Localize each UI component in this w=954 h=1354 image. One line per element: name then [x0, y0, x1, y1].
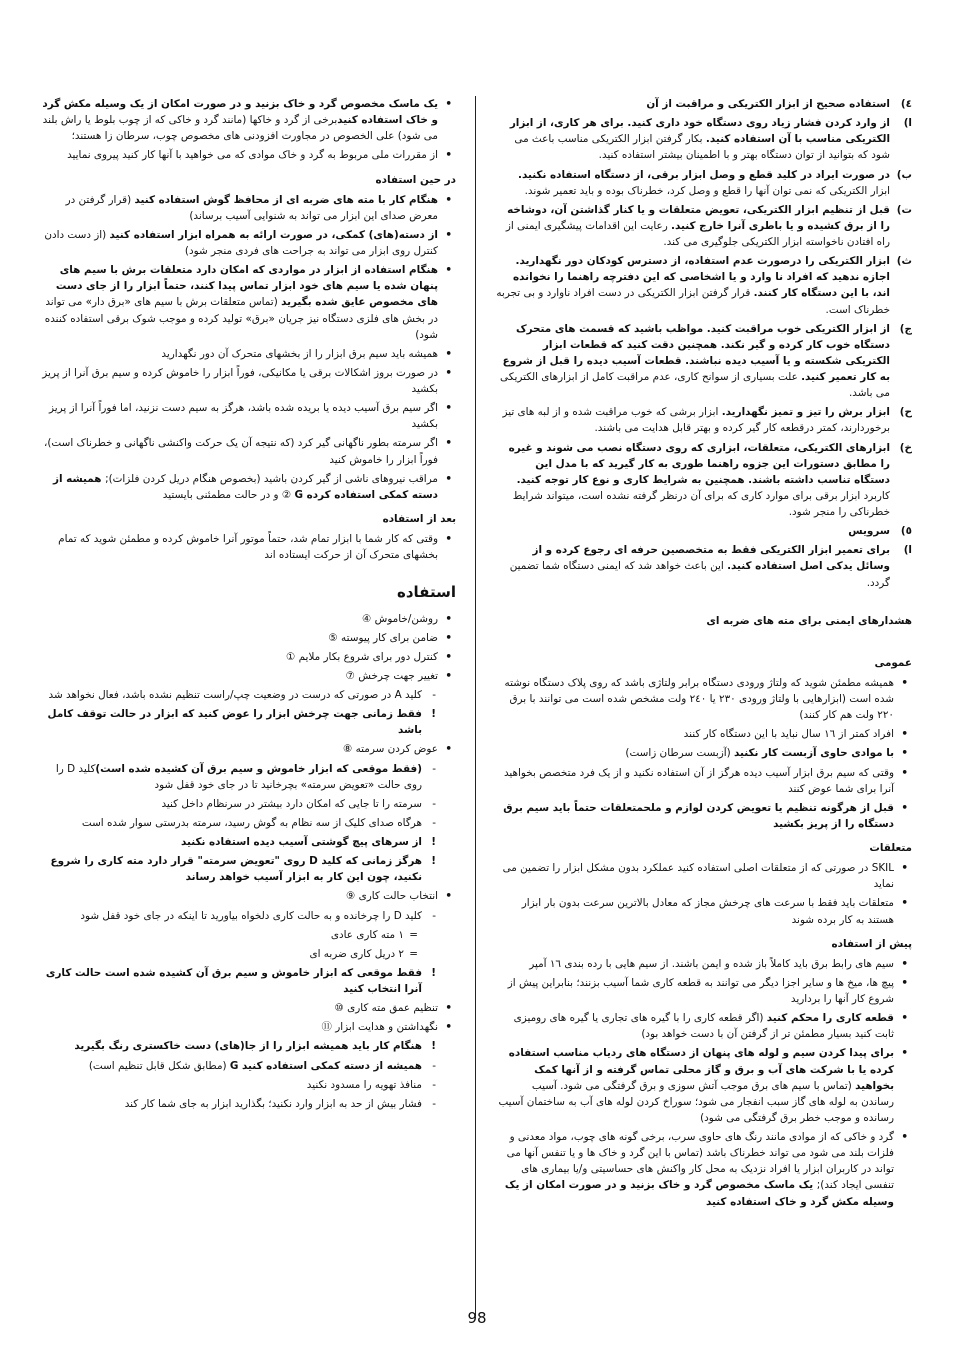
- during-use-item-text: مراقب نیروهای ناشی از گیر کردن باشید (بخصوص هنگام دریل کردن فلزات);: [105, 472, 438, 485]
- use-item: [40, 761, 456, 793]
- dust-item-text: برخی از گرد و خاکها (مانند گرد و خاکی که از چوب بلوط یا راش بلند می شود) علی الخصوص در مجاورت افزودنی های مخصوص چوب، سرطان زا هستند؛: [42, 114, 438, 143]
- use-item: [40, 630, 456, 646]
- item-text: ابزار الکتریکی که نمی توان آنها را قطع و وصل کرد، خطرناک بوده و باید تعمیر شوند.: [524, 184, 890, 197]
- use-item-text: منافذ تهویه را مسدود نکنید: [306, 1078, 422, 1091]
- numbered-item: [496, 542, 912, 590]
- use-item-text: سرمته را تا جایی که امکان دارد بیشتر در سرنظام داخل کنید: [161, 797, 422, 810]
- accessories-item-text: SKIL در صورتی که از متعلقات اصلی استفاده کنید عملکرد بدون مشکل ابزار را تضمین می نماید: [502, 862, 894, 891]
- item-text: علت بسیاری از سوانح کاری، عدم مراقبت کامل از ابزارهای الکتریکی می باشد.: [500, 371, 890, 400]
- before-use-item-text: پیچ ها، میخ ها و سایر اجزا دیگر می توانند به قطعه کاری شما آسیب بزنند؛ بنابراین پیش از شروع کار آنها را بردارید: [507, 976, 894, 1005]
- use-item: [40, 611, 456, 627]
- general-item: [496, 765, 912, 797]
- before-use-item-bold: یک ماسک مخصوص گرد و خاک بزنید و در صورت امکان از یک وسیله مکش گرد و خاک استفاده کنید: [504, 1179, 894, 1208]
- use-item-text: کلید D را چرخانده و به حالت کاری دلخواه بیاورید تا اینکه در جای خود قفل شود: [80, 909, 422, 922]
- accessories-item: [496, 895, 912, 927]
- item-body: [496, 404, 890, 436]
- before-use-item: [496, 1045, 912, 1126]
- use-item-text: عوض کردن سرمته ⑧: [342, 743, 438, 756]
- dust-item: [40, 147, 456, 163]
- use-item-text: از سرهای پیچ گوشتی آسیب دیده استفاده نکنید: [180, 836, 422, 848]
- use-item: [40, 741, 456, 757]
- during-use-item-text: در صورت بروز اشکالات برقی یا مکانیکی، فوراً ابزار را خاموش کرده و سیم برق آنرا از پریز بکشید: [42, 366, 438, 395]
- item-marker: ا): [903, 544, 912, 557]
- use-item-text: (مطابق شکل قابل تنظیم است): [88, 1059, 230, 1072]
- during-use-item: [40, 471, 456, 503]
- item-marker: ب): [896, 168, 912, 181]
- before-use-item-text: (تماس با سیم های برق موجب آتش سوزی و برق گرفتگی می شود. آسیب رساندن به لوله های گاز سبب انفجار می شود؛ سوراخ کردن لوله های آب به ساختمان آسیب رسانده و موجب خطر برق گرفتگی می شود): [498, 1079, 894, 1124]
- item-text: ابزار برشی که خوب مراقبت شده و از لبه های تیز برخوردارند، کمتر درقطعه کار گیر کرده و بهتر قابل هدایت می باشند.: [502, 406, 890, 435]
- use-item-text: فقط زمانی جهت چرخش ابزار را عوض کنید که ابزار در حالت توقف کامل باشد: [47, 708, 422, 737]
- use-item: [40, 965, 456, 997]
- use-item: [40, 834, 456, 850]
- right-column: [496, 96, 912, 1213]
- numbered-item: [496, 167, 912, 199]
- dust-item: [40, 96, 456, 144]
- use-item-bold: همیشه از دسته کمکی استفاده کنید G: [229, 1059, 422, 1072]
- item-bold: ابزار برش را تیز و تمیز نگهدارید.: [721, 406, 890, 419]
- item-marker: ج): [899, 322, 912, 335]
- use-item-text: ضامن برای کار پیوسته ⑤: [328, 631, 438, 644]
- use-item-text: روشن/خاموش ④: [362, 612, 438, 625]
- before-use-item-text: سیم های رابط برق باید کاملاً باز شده و ایمن باشند. از سیم هایی با رده بندی ۱٦ آمپر: [529, 957, 894, 970]
- general-item-bold: با موادی حاوی آزبست کار نکنید: [734, 747, 894, 760]
- after-use-title: بعد از استفاده: [382, 512, 456, 525]
- during-use-item-text: همیشه باید سیم برق ابزار را از بخشهای متحرک آن دور نگهدارید: [161, 347, 438, 360]
- dust-item-bold: یک ماسک مخصوص گرد و خاک بزنید و در صورت امکان از یک وسیله مکش گرد و خاک استفاده کنید: [42, 98, 438, 127]
- general-item: [496, 675, 912, 723]
- use-item: [40, 1077, 456, 1093]
- numbered-item: [496, 404, 912, 436]
- use-item-text: تغییر جهت چرخش ⑦: [345, 669, 438, 682]
- item-bold: در صورت ایراد در کلید قطع و وصل ابزار برقی، از دستگاه استفاده نکنید.: [518, 168, 890, 181]
- item-marker: ث): [896, 255, 912, 268]
- use-item: [40, 1096, 456, 1112]
- use-item-text: هرگاه صدای کلیک از سه نظام به گوش رسید، سرمته بدرستی سوار شده است: [81, 816, 422, 829]
- before-use-item-text: گرد و خاکی که از موادی مانند رنگ های حاوی سرب، برخی گونه های چوب، مواد معدنی و فلزات بلند می شود می تواند خطرناک باشد (تماس با این گرد و خاک ها و یا تنفس آنها می تواند در کاربران ابزار یا افراد نزدیک به محل کار واکنش های حساسیتی و/یا بیماری های تنفسی ایجاد کند);: [506, 1131, 894, 1192]
- general-item-text: همیشه مطمئن شوید که ولتاژ ورودی دستگاه برابر ولتاژی باشد که روی پلاک دستگاه نوشته شده است (ابزارهایی با ولتاژ ورودی ۲۳۰ یا ۲٤۰ ولت مشخص شده است می توانند با برق ۲۲۰ ولت هم کار کنند): [504, 676, 894, 722]
- general-item-text: وقتی که سیم برق ابزار آسیب دیده هرگز از آن استفاده نکنید و از یک فرد متخصص بخواهید آنرا برای شما عوض کنند: [503, 766, 894, 795]
- item-body: [496, 115, 890, 163]
- item-text: این باعث خواهد شد که ایمنی دستگاه شما تضمین گردد.: [509, 560, 890, 589]
- general-item-text: (آزبست سرطان زاست): [625, 747, 734, 760]
- left-column: [40, 96, 456, 1115]
- section-4-heading: [496, 96, 912, 112]
- item-text: قرار گرفتن ابزار الکتریکی در دست افراد ناوارد و بی تجربه خطرناک است.: [496, 287, 890, 316]
- before-use-item-text: (اگر قطعه کاری را با گیره های تجاری یا گیره های رومیزی ثابت کنید بسیار مطمئن تر از گرفتن آن با دست خواهد بود): [513, 1012, 894, 1041]
- numbered-item: [496, 253, 912, 318]
- item-body: [496, 253, 890, 318]
- general-item: [496, 800, 912, 832]
- item-text: بکار گرفتن ابزار الکتریکی مناسب باعث می شود که بتوانید از توان دستگاه بهتر و با اطمینان بیشتر استفاده کنید.: [514, 133, 890, 162]
- use-item-text: فقط موقعی که ابزار خاموش و سیم برق آن کشیده شده است حالت کاری آنرا انتخاب کنید: [45, 966, 422, 995]
- section-4-title: استفاده صحیح از ابزار الکتریکی و مراقبت از آن: [646, 98, 890, 110]
- use-item: [40, 1058, 456, 1074]
- before-use-item: [496, 1010, 912, 1042]
- during-use-item-bold: همیشه از دسته کمکی استفاده کرده G: [52, 472, 438, 501]
- use-item: [40, 1000, 456, 1016]
- use-item: [40, 927, 456, 943]
- item-body: [496, 440, 890, 521]
- item-bold: ابزار الکتریکی را درصورت عدم استفاده، از دسترس کودکان دور نگهدارید. اجازه ندهید که افراد نا وارد و یا اشخاصی که این دفترچه راهنما را نخوانده اند، با این دستگاه کار کنند.: [513, 255, 890, 300]
- use-item-text: نگهداشتن و هدایت ابزار ⑪: [321, 1021, 438, 1034]
- use-item: [40, 668, 456, 684]
- during-use-item-text: (تماس متعلقات برش با سیم های «برق دار» می تواند در بخش های فلزی دستگاه نیز جریان «برق» تولید کرده و موجب شوک برقی استفاده کننده شود): [44, 296, 438, 341]
- use-title: استفاده: [397, 583, 456, 602]
- use-item-text: ۲ دریل کاری ضربه ای: [309, 947, 404, 960]
- during-use-item: [40, 365, 456, 397]
- item-bold: ابزارهای الکتریکی، متعلقات، ابزاری که روی دستگاه نصب می شوند و غیره را مطابق دستورات این جزوه راهنما طوری به کار گیرید که با مدل این دستگاه تناسب داشته باشند. همچنین به شرایط کاری و نوع کار توجه کنید.: [508, 441, 890, 486]
- during-use-item-text: (از دست دادن کنترل روی ابزار می تواند به جراحت های فردی منجر شود): [44, 228, 438, 257]
- use-item-text: کلید A در صورتی که درست در وضعیت چپ/راست تنظیم نشده باشد، فعال نخواهد شد: [48, 689, 422, 701]
- use-item-text: فشار بیش از حد به ابزار وارد نکنید؛ بگذارید ابزار به جای شما کار کند: [124, 1097, 422, 1110]
- before-use-item-bold: قطعه کاری را محکم کنید: [766, 1012, 894, 1025]
- safety-warnings-title: هشدارهای ایمنی برای مته های ضربه ای: [706, 614, 912, 627]
- before-use-item: [496, 956, 912, 972]
- during-use-item: [40, 435, 456, 467]
- accessories-item-text: متعلقات باید فقط با سرعت های چرخش مجاز که معادل بالاترین سرعت بدون بار ابزار هستند به کار برده شوند: [521, 897, 894, 926]
- item-bold: قبل از تنظیم ابزار الکتریکی، تعویض متعلقات و یا کنار گذاشتن آن، دوشاخه را از برق کشیده و یا باطری آنرا خارج کنید.: [507, 203, 890, 232]
- use-item: [40, 1038, 456, 1054]
- use-item-text: تنظیم عمق مته کاری ⑩: [334, 1002, 438, 1015]
- item-marker: ا): [903, 117, 912, 130]
- item-text: رعایت این اقدامات پیشگیری ایمنی از راه افتادن ناخواسته ابزار الکتریکی جلوگیری می کند.: [505, 219, 890, 248]
- use-item: [40, 687, 456, 703]
- item-marker: خ): [899, 441, 912, 454]
- during-use-item: [40, 400, 456, 432]
- use-item-text: کنترل دور برای شروع بکار ملایم ①: [286, 650, 438, 663]
- use-item: [40, 1019, 456, 1035]
- accessories-item: [496, 860, 912, 892]
- item-marker: ت): [896, 203, 912, 216]
- after-use-item-text: وقتی که کار شما با ابزار تمام شد، حتماً موتور آنرا خاموش کرده و مطمئن شوید که تمام بخشهای متحرک آن از حرکت ایستاده اند: [58, 533, 438, 562]
- section-5-heading: [496, 523, 912, 539]
- use-item: [40, 853, 456, 885]
- after-use-item: [40, 531, 456, 563]
- during-use-item-bold: هنگام استفاده از ابزار در مواردی که امکان دارد متعلقات برش با سیم های پنهان شده یا سیم های خود ابزار تماس پیدا کنند، حتماً ابزار را از جای دست های مخصوص عایق شده بگیرید: [55, 264, 438, 309]
- use-item-text: ۱ مته کاری عادی: [330, 928, 404, 941]
- use-item: [40, 946, 456, 962]
- during-use-item-text: (قرار گرفتن در معرض صدای این ابزار می تواند به شنوایی آسیب برساند): [65, 193, 438, 222]
- item-bold: از وارد کردن فشار زیاد روی دستگاه خود داری کنید. برای هر کاری، از ابزار الکتریکی مناسب با آن استفاده کنید.: [509, 117, 890, 146]
- item-marker: ح): [899, 406, 912, 419]
- use-item-bold: (فقط موقعی که ابزار خاموش و سیم برق آن کشیده شده است): [95, 762, 422, 775]
- section-5-number: ٥): [900, 525, 912, 538]
- item-text: کاربرد ابزار برقی برای موارد کاری که برای آن درنظر گرفته نشده است، میتواند شرایط خطرناکی را منجر شود.: [512, 489, 890, 518]
- general-item-text: افراد کمتر از ۱٦ سال نباید با این دستگاه کار کنند: [683, 728, 894, 741]
- during-use-title: در حین استفاده: [375, 173, 456, 186]
- during-use-item: [40, 227, 456, 259]
- use-item-text: هنگام کار باید همیشه ابزار را از جا(های) دست خاکستری رنگ بگیرید: [74, 1040, 422, 1053]
- page-number: 98: [467, 1309, 487, 1327]
- use-item: [40, 815, 456, 831]
- during-use-item-bold: هنگام کار با مته های ضربه ای از محافظ گوش استفاده کنید: [134, 193, 438, 206]
- accessories-title: متعلقات: [869, 842, 912, 854]
- general-item-bold: قبل از هرگونه تنظیم یا تعویض کردن لوازم و ملحمتعلقات حتماً باید سیم برق دستگاه را از پریز بکشید: [503, 801, 894, 830]
- item-bold: برای تعمیر ابزار الکتریکی فقط به متخصصین حرفه ای رجوع کرده و از وسائل یدکی اصل استفاده کنید.: [532, 544, 890, 573]
- numbered-item: [496, 440, 912, 521]
- during-use-item-bold: از دسته(های) کمکی، در صورت ارائه به همراه ابزار استفاده کنید: [109, 228, 438, 241]
- item-body: [496, 321, 890, 402]
- during-use-item: [40, 346, 456, 362]
- section-4-number: ٤): [900, 98, 912, 110]
- before-use-item: [496, 1129, 912, 1210]
- general-item: [496, 745, 912, 761]
- numbered-item: [496, 202, 912, 250]
- use-item: [40, 888, 456, 904]
- use-item: [40, 796, 456, 812]
- before-use-item-bold: برای پیدا کردن سیم و لوله های پنهان از دستگاه های ردیاب مناسب استفاده کرده یا با شرکت های آب و برق و گاز محلی تماس گرفته و از آنها کمک بخواهید: [508, 1047, 894, 1092]
- use-item-text: انتخاب حالت کاری ⑨: [345, 890, 438, 903]
- item-body: [496, 542, 890, 590]
- during-use-item-text: ② و در حالت مطمئنی بایستید: [162, 488, 295, 501]
- before-use-item: [496, 975, 912, 1007]
- dust-item-text: از مقررات ملی مربوط به گرد و خاک موادی که می خواهید با آنها کار کنید پیروی نمایید: [67, 149, 438, 162]
- item-bold: از ابزار الکتریکی خوب مراقبت کنید. مواظب باشید که قسمت های متحرک دستگاه خوب کار کرده و گیر نکند. همچنین دقت کنید که قطعات ابزار الکتریکی شکسته و یا آسیب دیده نباشند. قطعات آسیب دیده را قبل از شروع به کار تعمیر کنید.: [502, 322, 890, 383]
- general-item: [496, 726, 912, 742]
- during-use-item-text: اگر سرمته بطور ناگهانی گیر کرد (که نتیجه آن یک حرکت واکنشی ناگهانی و خطرناک است)، فوراً ابزار را خاموش کنید: [44, 437, 438, 466]
- use-item: [40, 706, 456, 738]
- general-title: عمومی: [874, 656, 912, 669]
- item-body: [496, 167, 890, 199]
- during-use-item-text: اگر سیم برق آسیب دیده یا بریده شده باشد، هرگز به سیم دست نزنید، اما فوراً آنرا از پریز بکشید: [49, 402, 438, 431]
- before-use-title: پیش از استفاده: [831, 937, 912, 950]
- item-body: [496, 202, 890, 250]
- use-item: [40, 649, 456, 665]
- use-item: [40, 908, 456, 924]
- use-item-text: کلید D را روی حالت «تعویض سرمته» بچرخانید تا در جای خود قفل شود: [55, 762, 422, 791]
- during-use-item: [40, 262, 456, 343]
- section-5-title: سرویس: [848, 525, 890, 538]
- during-use-item: [40, 192, 456, 224]
- numbered-item: [496, 321, 912, 402]
- column-divider: [475, 96, 476, 1316]
- numbered-item: [496, 115, 912, 163]
- use-item-text: هرگز زمانی که کلید D روی "تعویض سرمته" قرار دارد مته کاری را شروع نکنید، چون این کار به ابزار آسیب خواهد رساند: [50, 855, 422, 884]
